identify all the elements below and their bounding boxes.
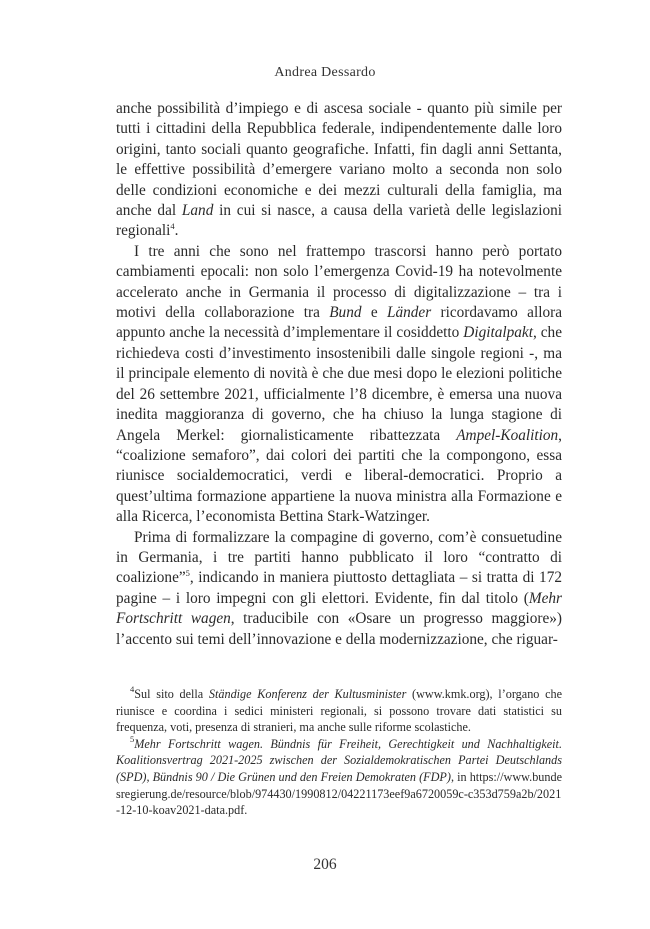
fn4-text-2: (www.kmk.org), l’organo che riunisce e coordina i sedici ministeri regionali, si possono trovare dati statistici su frequenza, voti, presenza di stranieri, ma anche sulle riforme scolastiche.: [116, 687, 562, 735]
p1-text2: in cui si nasce, a causa della varietà delle legislazioni regionali: [116, 202, 562, 240]
paragraph-2: [116, 242, 562, 528]
p2-text-3: ricordavamo allora appunto anche la necessità d’implementare il cosiddetto: [116, 304, 562, 342]
p2-italic-bund: Bund: [329, 304, 362, 322]
fn4-text-1: Sul sito della: [134, 687, 209, 701]
p1-text: anche possibilità d’impiego e di ascesa sociale - quanto più simile per tutti i cittadini della Repubblica federale, indipendentemente dalle loro origini, tanto sociali quanto geografiche. Infatti, fin dagli anni Settanta, le effettive possibilità d’emergere variano molto a seconda non solo delle condizioni economiche e dei mezzi culturali della famiglia, ma anche dal: [116, 100, 562, 220]
footnote-5: [116, 733, 562, 819]
p3-text-1: Prima di formalizzare la compagine di governo, com’è consuetudine in Germania, i tre partiti hanno pubblicato il loro “contratto di coalizione”: [116, 528, 562, 587]
p2-italic-ampel: Ampel-Koalition: [456, 426, 559, 444]
main-text: [116, 99, 562, 650]
running-header: Andrea Dessardo: [274, 65, 376, 80]
footnote-ref-4[interactable]: 4: [170, 221, 175, 232]
fn5-text-1: , in: [450, 769, 470, 784]
footnotes: [116, 686, 562, 819]
p2-text-1: I tre anni che sono nel frattempo trascorsi hanno però portato cambiamenti epocali: non solo l’emergenza Covid-19 ha notevolmente accelerato anche in Germania il processo di digitalizzazione – tra i motivi della collaborazione tra: [116, 242, 562, 322]
p2-italic-lander: Länder: [386, 304, 432, 322]
p2-text-2: e: [361, 304, 387, 322]
paragraph-3: [116, 528, 562, 650]
fn4-italic-name: Ständige Konferenz der Kultusminister: [208, 687, 407, 701]
fn5-italic-title: Mehr Fortschritt wagen. Bündnis für Freiheit, Gerechtigkeit und Nachhaltigkeit. Koalitionsvertrag 2021-2025 zwischen der Sozialdemokratischen Partei Deutschlands (SPD), Bündnis 90 / Die Grünen und den Freien Demokraten (FDP): [116, 736, 562, 784]
paragraph-1: anche possibilità d’impiego e di ascesa sociale - quanto più simile per tutti i cittadini della Repubblica federale, indipendentemente dalle loro origini, tanto sociali quanto geografiche. Infatti, fin dagli anni Settanta, le effettive possibilità d’emergere variano molto a seconda non solo delle condizioni economiche e dei mezzi culturali della famiglia, ma anche dal Land in cui si nasce, a causa della varietà delle legislazioni regionali$^4$.: [116, 100, 562, 240]
p3-italic-title: Mehr Fortschritt wagen: [116, 589, 562, 628]
footnote-4-number: 4: [130, 684, 135, 694]
page-number: 206: [313, 856, 337, 873]
p3-text-2: , indicando in maniera piuttosto dettagliata – si tratta di 172 pagine – i loro impegni con gli elettori. Evidente, fin dal titolo (: [116, 569, 562, 607]
p3-text-3: , traducibile con «Osare un progresso maggiore») l’accento sui temi dell’innovazione e della modernizzazione, che riguar-: [116, 610, 562, 648]
p2-text-5: , “coalizione semaforo”, dai colori dei partiti che la compongono, essa riunisce socialdemocratici, verdi e liberal-democratici. Proprio a quest’ultima formazione appartiene la nuova ministra alla Formazione e alla Ricerca, l’economista Bettina Stark-Watzinger.: [116, 426, 562, 526]
p2-italic-digitalpakt: Digitalpakt: [463, 324, 533, 342]
footnote-5-number: 5: [130, 733, 135, 744]
fn5-url-link[interactable]: https://www.bundesregierung.de/resource/blob/974430/1990812/04221173eef9a6720059c-c353d759a2b/2021-12-10-koav2021-data.pdf: [116, 769, 562, 818]
footnote-4: [116, 686, 562, 736]
p2-text-4: , che richiedeva costi d’investimento insostenibili dalle singole regioni -, ma il principale elemento di novità è che due mesi dopo le elezioni politiche del 26 settembre 2021, ufficialmente l’8 dicembre, è emersa una nuova inedita maggioranza di governo, che ha chiuso la lunga stagione di Angela Merkel: giornalisticamente ribattezzata: [116, 324, 562, 444]
fn5-text-2: .: [244, 803, 248, 818]
footnote-ref-5[interactable]: 5: [185, 568, 190, 579]
p1-italic-land: Land: [181, 202, 214, 220]
